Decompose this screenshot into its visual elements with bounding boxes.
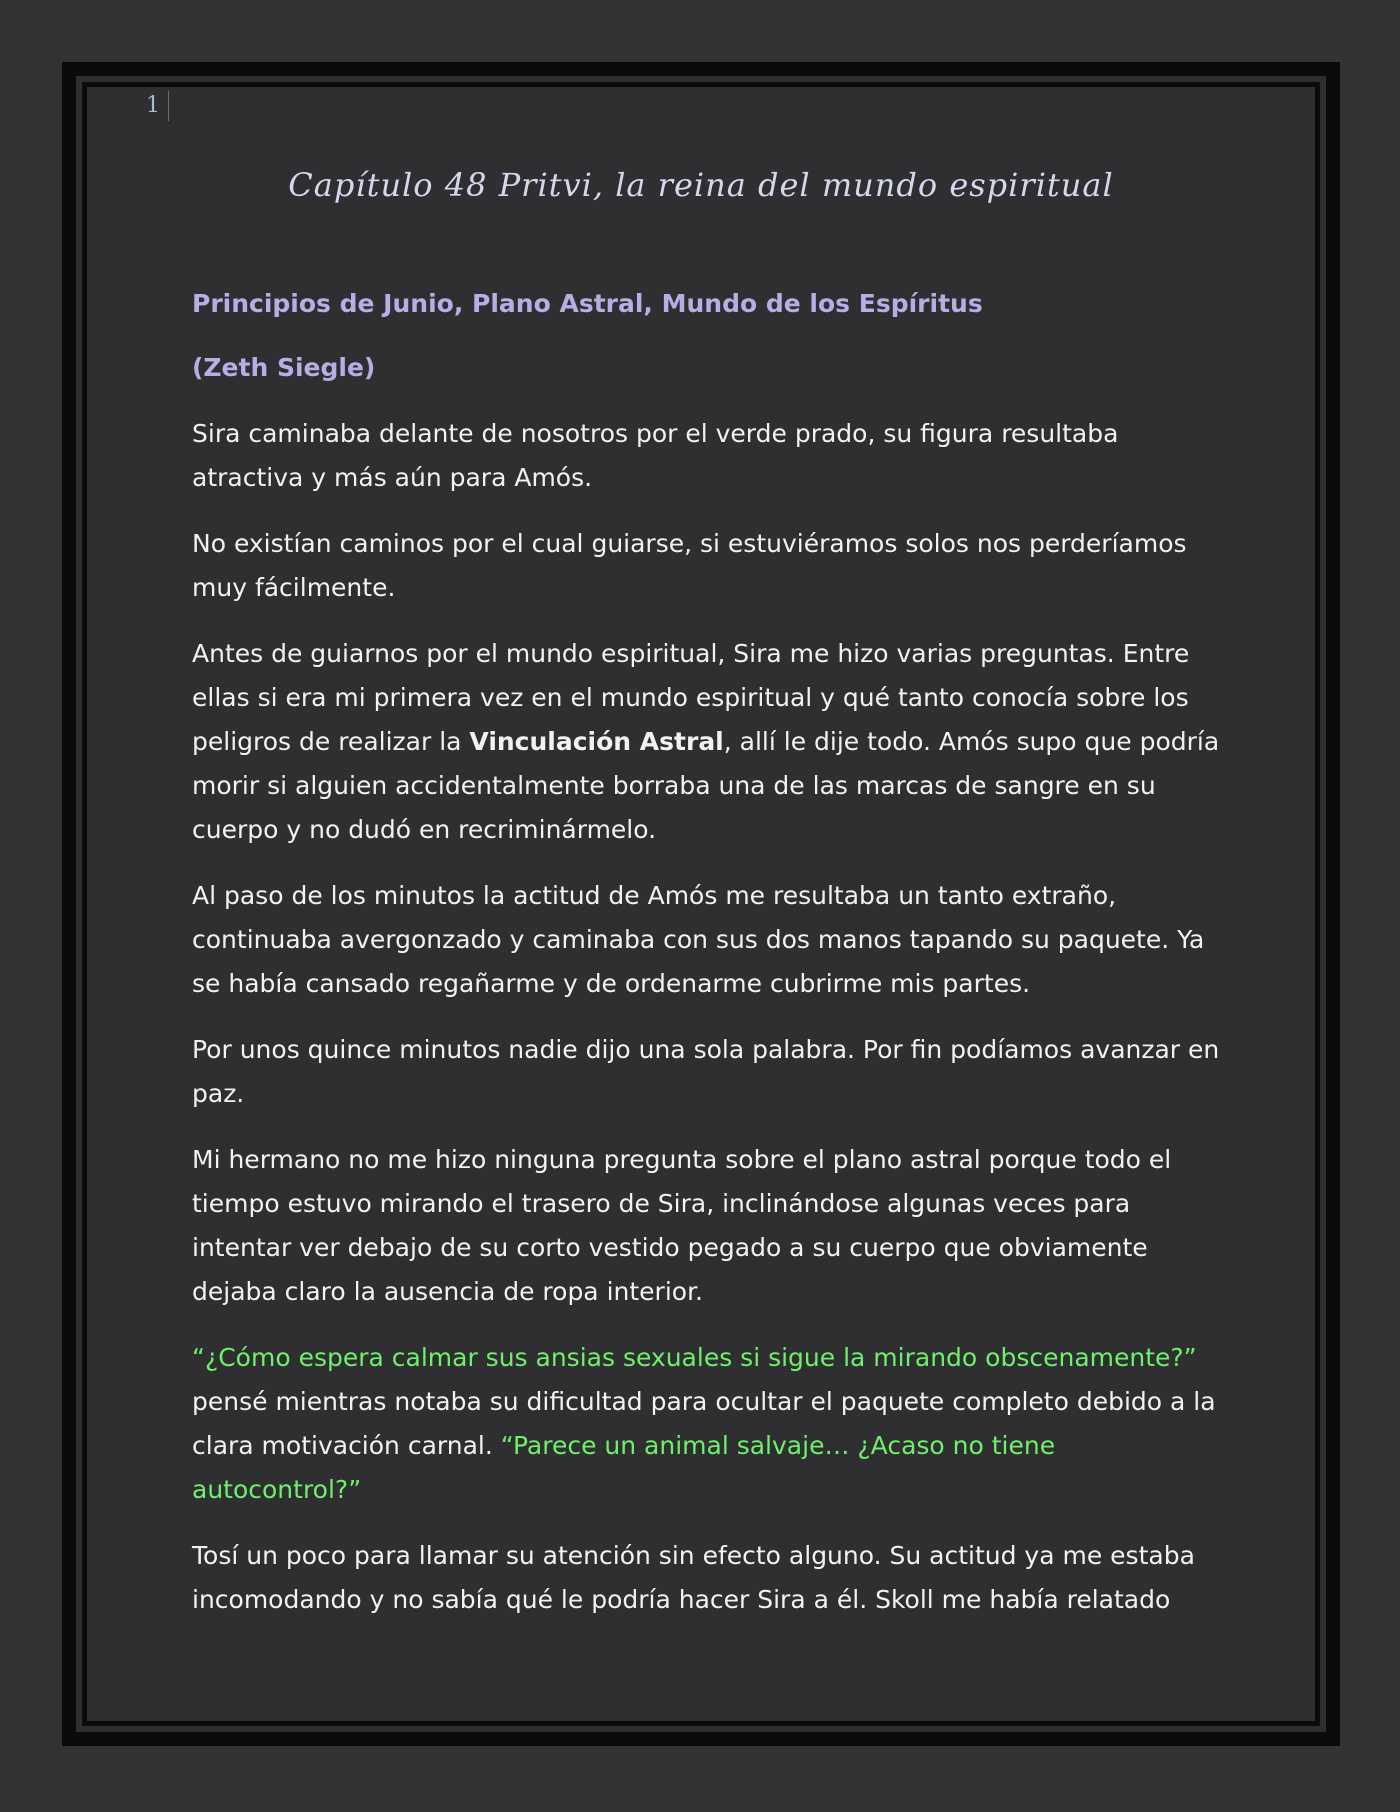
location-heading: Principios de Junio, Plano Astral, Mundo de los Espíritus <box>192 289 983 318</box>
paragraph-1: Sira caminaba delante de nosotros por el verde prado, su figura resultaba atractiva y más aún para Amós. <box>192 419 1119 492</box>
document-body <box>192 282 1222 1644</box>
paragraph-7-narration: pensé mientras notaba su dificultad para ocultar el paquete completo debido a la clara motivación carnal. <box>192 1387 1216 1460</box>
paragraph-3 <box>192 632 1222 852</box>
paragraph-4: Al paso de los minutos la actitud de Amós me resultaba un tanto extraño, continuaba avergonzado y caminaba con sus dos manos tapando su paquete. Ya se había cansado regañarme y de ordenarme cubrirme mis partes. <box>192 881 1205 998</box>
document-page <box>62 62 1340 1746</box>
paragraph-3-text-end: , allí le dije todo. Amós supo que podría morir si alguien accidentalmente borraba una de las marcas de sangre en su cuerpo y no dudó en recriminármelo. <box>192 727 1220 844</box>
chapter-title: Capítulo 48 Pritvi, la reina del mundo espiritual <box>288 166 1114 204</box>
thought-quote-2: “Parece un animal salvaje… ¿Acaso no tiene autocontrol?” <box>192 1431 1056 1504</box>
paragraph-8: Tosí un poco para llamar su atención sin efecto alguno. Su actitud ya me estaba incomodando y no sabía qué le podría hacer Sira a él. Skoll me había relatado <box>192 1541 1195 1614</box>
paragraph-5: Por unos quince minutos nadie dijo una sola palabra. Por fin podíamos avanzar en paz. <box>192 1035 1220 1108</box>
paragraph-7 <box>192 1336 1222 1512</box>
narrator-heading: (Zeth Siegle) <box>192 353 376 382</box>
thought-quote-1: “¿Cómo espera calmar sus ansias sexuales si sigue la mirando obscenamente?” <box>192 1343 1197 1372</box>
paragraph-3-text-start: Antes de guiarnos por el mundo espiritual, Sira me hizo varias preguntas. Entre ellas si era mi primera vez en el mundo espiritual y qué tanto conocía sobre los peligros de realizar la <box>192 639 1190 756</box>
page-number: 1 <box>146 91 169 121</box>
paragraph-3-bold-term: Vinculación Astral <box>469 727 724 756</box>
paragraph-6: Mi hermano no me hizo ninguna pregunta sobre el plano astral porque todo el tiempo estuvo mirando el trasero de Sira, inclinándose algunas veces para intentar ver debajo de su corto vestido pegado a su cuerpo que obviamente dejaba claro la ausencia de ropa interior. <box>192 1145 1172 1306</box>
paragraph-2: No existían caminos por el cual guiarse, si estuviéramos solos nos perderíamos muy fácilmente. <box>192 529 1187 602</box>
